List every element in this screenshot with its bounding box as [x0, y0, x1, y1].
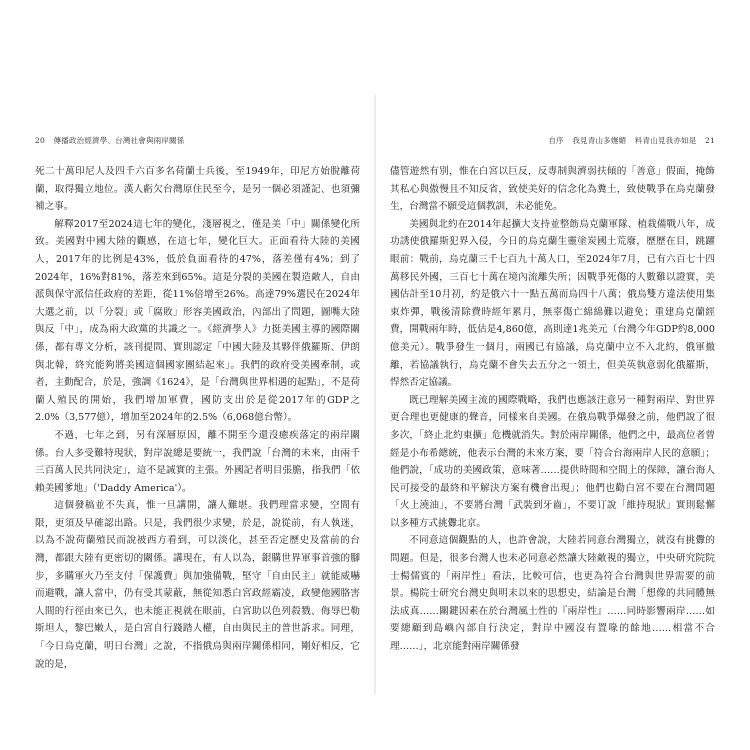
left-paragraph-2: 解釋2017至2024這七年的變化，淺層視之，僅是美「中」關係變化所致。美國對中國大陸的觀感，在這七年，變化巨大。正面看待大陸的美國人，2017年的比例是43%，低於負面看待的47%，落差僅有4%；到了2024年，16%對81%，落差來到65%。這是分裂的美國在製造敵人，自由派與保守派信任政府的差距，從11%倍增至26%。高達79%選民在2024年大選之前，以「分裂」或「腐敗」形容美國政治，內部出了問題，圖嘴大陸與反「中」，成為兩大政黨的共識之一。《經濟學人》力挺美國主導的國際關係，都有專文分析，該刊提問、實則認定「中國大陸及其夥伴俄羅斯、伊朗與北韓，終究能夠將美國這個國家團結起來」。我們的政府受美國牽制，或者，主動配合，於是，強調《1624》，是「台灣與世界相遇的起點」，不是荷蘭人殖民的開始，我們增加軍費，國防支出於是從2017年的GDP之2.0%（3,577億），增加至2024年的2.5%（6,068億台幣）。 — [35, 218, 360, 424]
left-running-title: 傳播政治經濟學、台灣社會與兩岸關係 — [53, 136, 185, 145]
right-page — [390, 0, 715, 750]
left-body-text — [35, 163, 360, 673]
right-running-title-2: 我見青山多嫵媚 — [572, 136, 627, 145]
left-paragraph-1: 死二十萬印尼人及四千六百多名荷蘭士兵後，至1949年，印尼方始脫離荷蘭，取得獨立地位。漢人虧欠台灣原住民至今，是另一個必須謹記、也須彌補之事。 — [35, 166, 360, 213]
right-paragraph-2: 美國與北約在2014年起擴大支持並整飭烏克蘭軍隊、植栽備戰八年，成功誘使俄羅斯犯界入侵，今日的烏克蘭生靈塗炭國土荒廢，歷歷在目，跳躍眼前：戰前，烏克蘭三千七百九十萬人口，至2024年7月，已有六百七十四萬移民外國，三百七十萬在境內流離失所；因戰爭死傷的人數難以證實，美國估計至10月初，約是俄六十一點五萬而烏四十八萬；俄烏雙方違法使用集束炸彈，戰後清除費時經年累月，無辜傷亡綿綿難以避免；重建烏克蘭經費，開戰兩年時，低估是4,860億，高則達1兆美元（台灣今年GDP約8,000億美元）。戰爭發生一個月，兩國已有協議，烏克蘭中立不入北約，俄軍撤離，若協議執行，烏克蘭不會失去五分之一領土，但美英執意弱化俄羅斯，悍然否定協議。 — [390, 218, 715, 389]
left-page — [35, 0, 360, 750]
left-running-head — [35, 135, 184, 146]
right-page-number: 21 — [705, 136, 715, 145]
right-paragraph-1: 儘管遊然有別，惟在白宮以巨反，反專制與濟弱扶傾的「善意」假面，掩飾其私心與傲慢且不知反省，致使美好的信念化為糞土，致使戰爭在烏克蘭發生，台灣當不願受這個教訓，未必能免。 — [390, 166, 715, 213]
right-paragraph-4: 不同意這個觀點的人，也許會說，大陸若同意台灣獨立，就沒有挑釁的問題。但是，很多台灣人也未必同意必然讓大陸敵視的獨立，中央研究院院士楊儒賓的「兩岸性」看法，比較可信，也更為符合台灣與世界需要的前景。楊院士研究台灣史與明末以來的思想史，結論是台灣「想像的共同體無法成真……關鍵因素在於台灣風土性的『兩岸性』……同時影響兩岸……如要總顧到島嶼內部自行決定，對岸中國沒有置喙的餘地……相當不合理……」，北京能對兩岸關係發 — [390, 535, 715, 653]
book-gutter — [374, 95, 376, 695]
right-body-text — [390, 163, 715, 656]
right-running-title-1: 自序 — [548, 136, 564, 145]
left-paragraph-4: 這個發稿並不失真，惟一旦講開，讓人難堪。我們理當求變，空間有限，更須及早確認出路。只是，我們很少求變，於是，說從前，有人執迷，以為不說荷蘭殖民而說被西方看到，可以淡化，甚至否定歷史及當前的台灣，都跟大陸有更密切的關係。講現在，有人以為，銀購世界軍事首強的腳步，多購軍火乃至支付「保護費」與加強備戰，堅守「自由民主」就能威嚇而避戰，讓人當中，仍有受其蒙蔽，無從知悉白宮政經霸凌，政變他國胳害人間的行徑由來已久，也未能正視就在眼前，白宮助以色列殺戮、侮辱巴勒斯坦人，黎巴嫩人，是白宮自行踐踏人權，自由與民主的普世訴求。同理，「今日烏克蘭，明日台灣」之說，不指俄烏與兩岸關係相同，剛好相反，它說的是， — [35, 500, 360, 670]
right-running-head — [548, 135, 715, 146]
left-page-number: 20 — [35, 136, 45, 145]
right-running-title-3: 料青山見我亦如是 — [634, 136, 697, 145]
right-paragraph-3: 既已理解美國主流的國際戰略，我們也應該注意另一種對兩岸、對世界更合理也更健康的聲音，同樣來自美國。在俄烏戰爭爆發之前，他們說了很多次，「終止北約東擴」危機就消失。對於兩岸關係，他們之中，最高位者曾經是小布希總統，他表示台灣的未來方案，要「符合台海兩岸人民的意願」；他們說，「成功的美國政策，意味著……提供時間和空間上的保障，讓台海人民可接受的最終和平解決方案有機會出現」；他們也勸白宮不要在台灣問題「火上澆油」，不要將台灣「武裝到牙齒」，不要订說「維持現狀」實則鬆懈以多種方式挑釁北京。 — [390, 394, 715, 529]
left-paragraph-3: 不過，七年之到，另有深層原因，離不開至今還沒癒疾落定的兩岸關係。台人多受難特現狀，對岸說總是要統一，我們說「台灣的未來，由兩千三百萬人民共同決定」，這不是誠實的主張。外國記者明目張膽，指我們「依賴美國爹地」（'Daddy America'）。 — [35, 429, 360, 494]
